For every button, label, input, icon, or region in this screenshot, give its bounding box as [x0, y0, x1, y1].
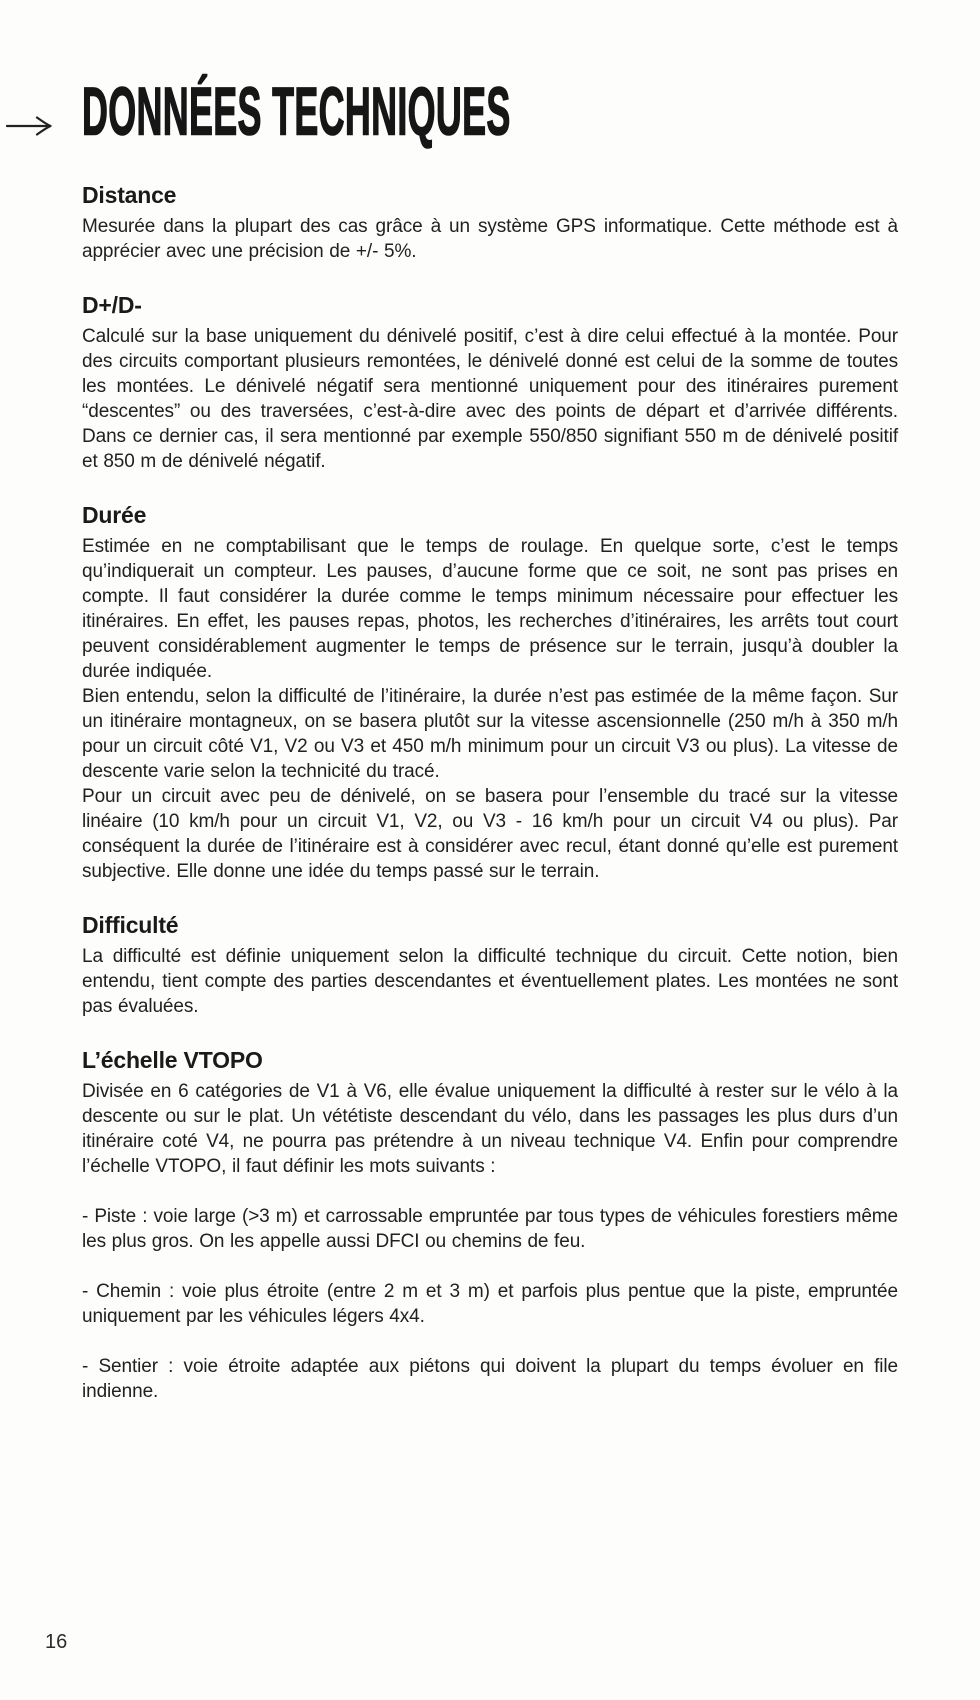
- paragraph: Pour un circuit avec peu de dénivelé, on se basera pour l’ensemble du tracé sur la vitesse linéaire (10 km/h pour un circuit V1, V2, ou V3 - 16 km/h pour un circuit V4 ou plus). Par conséquent la durée de l’itinéraire est à considérer avec recul, étant donné qu’elle est purement subjective. Elle donne une idée du temps passé sur le terrain.: [82, 786, 898, 882]
- section-denivele: [82, 290, 898, 474]
- section-difficulte: [82, 910, 898, 1019]
- paragraph: Estimée en ne comptabilisant que le temps de roulage. En quelque sorte, c’est le temps qu’indiquerait un compteur. Les pauses, d’aucune forme que ce soit, ne sont pas prises en compte. Il faut considérer la durée comme le temps minimum nécessaire pour effectuer les itinéraires. En effet, les pauses repas, photos, les recherches d’itinéraires, les arrêts tout court peuvent considérablement augmenter le temps de présence sur le terrain, jusqu’à doubler la durée indiquée.: [82, 536, 898, 682]
- section-heading-echelle-vtopo: L’échelle VTOPO: [82, 1047, 263, 1073]
- definition-piste: - Piste : voie large (>3 m) et carrossable empruntée par tous types de véhicules forestiers même les plus gros. On les appelle aussi DFCI ou chemins de feu.: [82, 1206, 898, 1252]
- book-page: [0, 74, 980, 1700]
- section-heading-denivele: D+/D-: [82, 292, 142, 318]
- page-header: [82, 74, 898, 150]
- section-heading-distance: Distance: [82, 182, 177, 208]
- definition-chemin: - Chemin : voie plus étroite (entre 2 m et 3 m) et parfois plus pentue que la piste, empruntée uniquement par les véhicules légers 4x4.: [82, 1281, 898, 1327]
- section-distance: [82, 180, 898, 264]
- page-title-text: DONNÉES TECHNIQUES: [82, 74, 511, 150]
- definition-sentier: - Sentier : voie étroite adaptée aux piétons qui doivent la plupart du temps évoluer en file indienne.: [82, 1356, 898, 1402]
- page-number: 16: [45, 1631, 68, 1653]
- section-duree: [82, 500, 898, 884]
- paragraph: Divisée en 6 catégories de V1 à V6, elle évalue uniquement la difficulté à rester sur le vélo à la descente ou sur le plat. Un vététiste descendant du vélo, dans les passages les plus durs d’un itinéraire coté V4, ne pourra pas prétendre à un niveau technique V4. Enfin pour comprendre l’échelle VTOPO, il faut définir les mots suivants :: [82, 1081, 898, 1177]
- section-heading-duree: Durée: [82, 502, 147, 528]
- paragraph: La difficulté est définie uniquement selon la difficulté technique du circuit. Cette notion, bien entendu, tient compte des parties descendantes et éventuellement plates. Les montées ne sont pas évaluées.: [82, 946, 898, 1017]
- paragraph: Mesurée dans la plupart des cas grâce à un système GPS informatique. Cette méthode est à apprécier avec une précision de +/- 5%.: [82, 216, 898, 262]
- section-echelle-vtopo: [82, 1045, 898, 1404]
- paragraph: Bien entendu, selon la difficulté de l’itinéraire, la durée n’est pas estimée de la même façon. Sur un itinéraire montagneux, on se basera plutôt sur la vitesse ascensionnelle (250 m/h à 350 m/h pour un circuit côté V1, V2 ou V3 et 450 m/h minimum pour un circuit V3 ou plus). La vitesse de descente varie selon la technicité du tracé.: [82, 686, 898, 782]
- page-content: [0, 74, 980, 1404]
- section-heading-difficulte: Difficulté: [82, 912, 179, 938]
- long-right-arrow-icon: [6, 116, 56, 136]
- page-title: [82, 74, 898, 150]
- paragraph: Calculé sur la base uniquement du dénivelé positif, c’est à dire celui effectué à la montée. Pour des circuits comportant plusieurs remontées, le dénivelé donné est celui de la somme de toutes les montées. Le dénivelé négatif sera mentionné uniquement pour des itinéraires purement “descentes” ou des traversées, c’est-à-dire avec des points de départ et d’arrivée différents. Dans ce dernier cas, il sera mentionné par exemple 550/850 signifiant 550 m de dénivelé positif et 850 m de dénivelé négatif.: [82, 326, 898, 472]
